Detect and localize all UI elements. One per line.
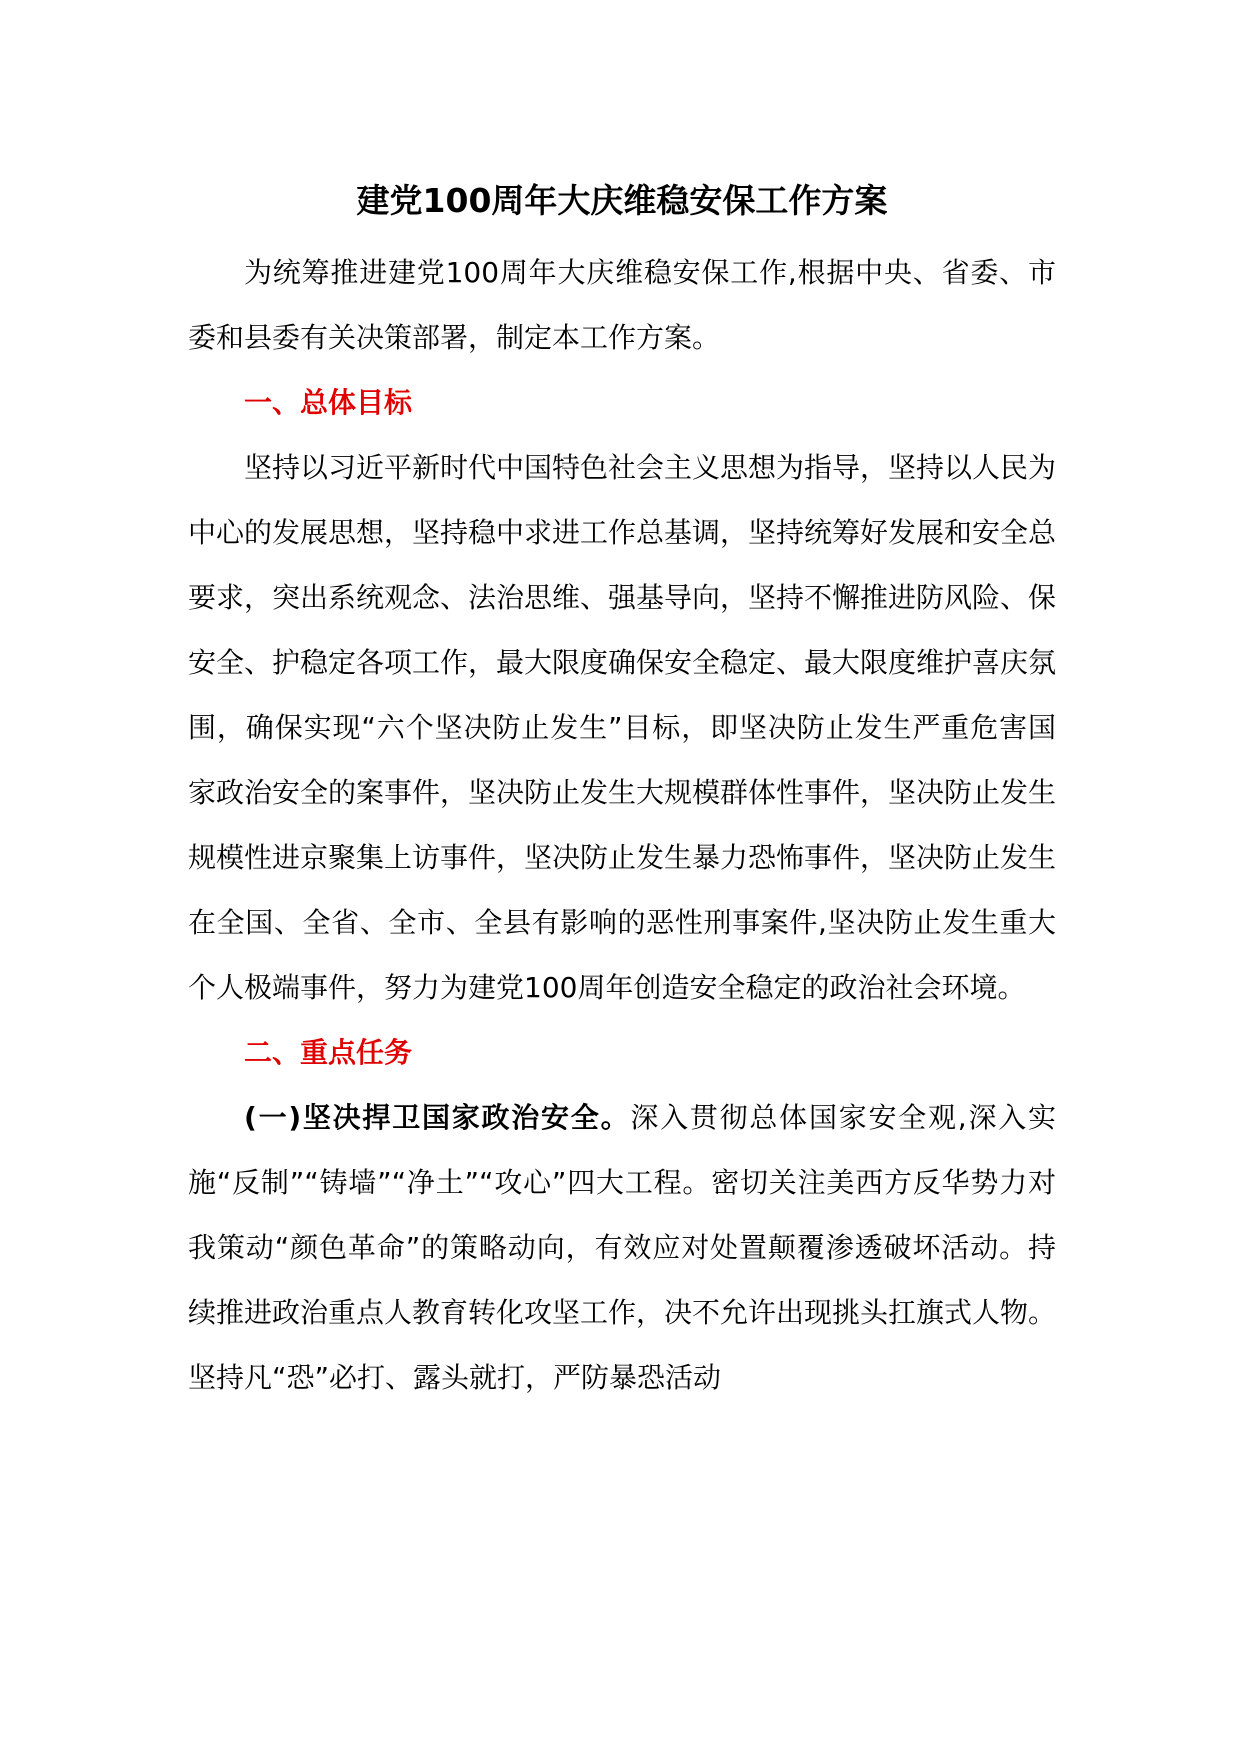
intro-paragraph: 为统筹推进建党100周年大庆维稳安保工作,根据中央、省委、市委和县委有关决策部署，制定本工作方案。 <box>188 256 1056 354</box>
overall-goal-paragraph: 坚持以习近平新时代中国特色社会主义思想为指导，坚持以人民为中心的发展思想，坚持稳中求进工作总基调，坚持统筹好发展和安全总要求，突出系统观念、法治思维、强基导向，坚持不懈推进防风险、保安全、护稳定各项工作，最大限度确保安全稳定、最大限度维护喜庆氛围，确保实现“六个坚决防止发生”目标，即坚决防止发生严重危害国家政治安全的案事件，坚决防止发生大规模群体性事件，坚决防止发生规模性进京聚集上访事件，坚决防止发生暴力恐怖事件，坚决防止发生在全国、全省、全市、全县有影响的恶性刑事案件,坚决防止发生重大个人极端事件，努力为建党100周年创造安全稳定的政治社会环境。 <box>188 451 1057 1004</box>
document-page <box>188 176 1056 1410</box>
key-task-1-body: 深入贯彻总体国家安全观,深入实施“反制”“铸墙”“净土”“攻心”四大工程。密切关注美西方反华势力对我策动“颜色革命”的策略动向，有效应对处置颠覆渗透破坏活动。持续推进政治重点人教育转化攻坚工作，决不允许出现挑头扛旗式人物。坚持凡“恐”必打、露头就打，严防暴恐活动 <box>188 1101 1057 1394</box>
section-heading-key-tasks: 二、重点任务 <box>244 1036 413 1069</box>
key-task-1-paragraph <box>188 1085 1056 1410</box>
section-heading-overall-goal: 一、总体目标 <box>244 386 413 419</box>
key-task-1-lead: (一)坚决捍卫国家政治安全。 <box>244 1101 631 1134</box>
document-title: 建党100周年大庆维稳安保工作方案 <box>356 181 888 220</box>
